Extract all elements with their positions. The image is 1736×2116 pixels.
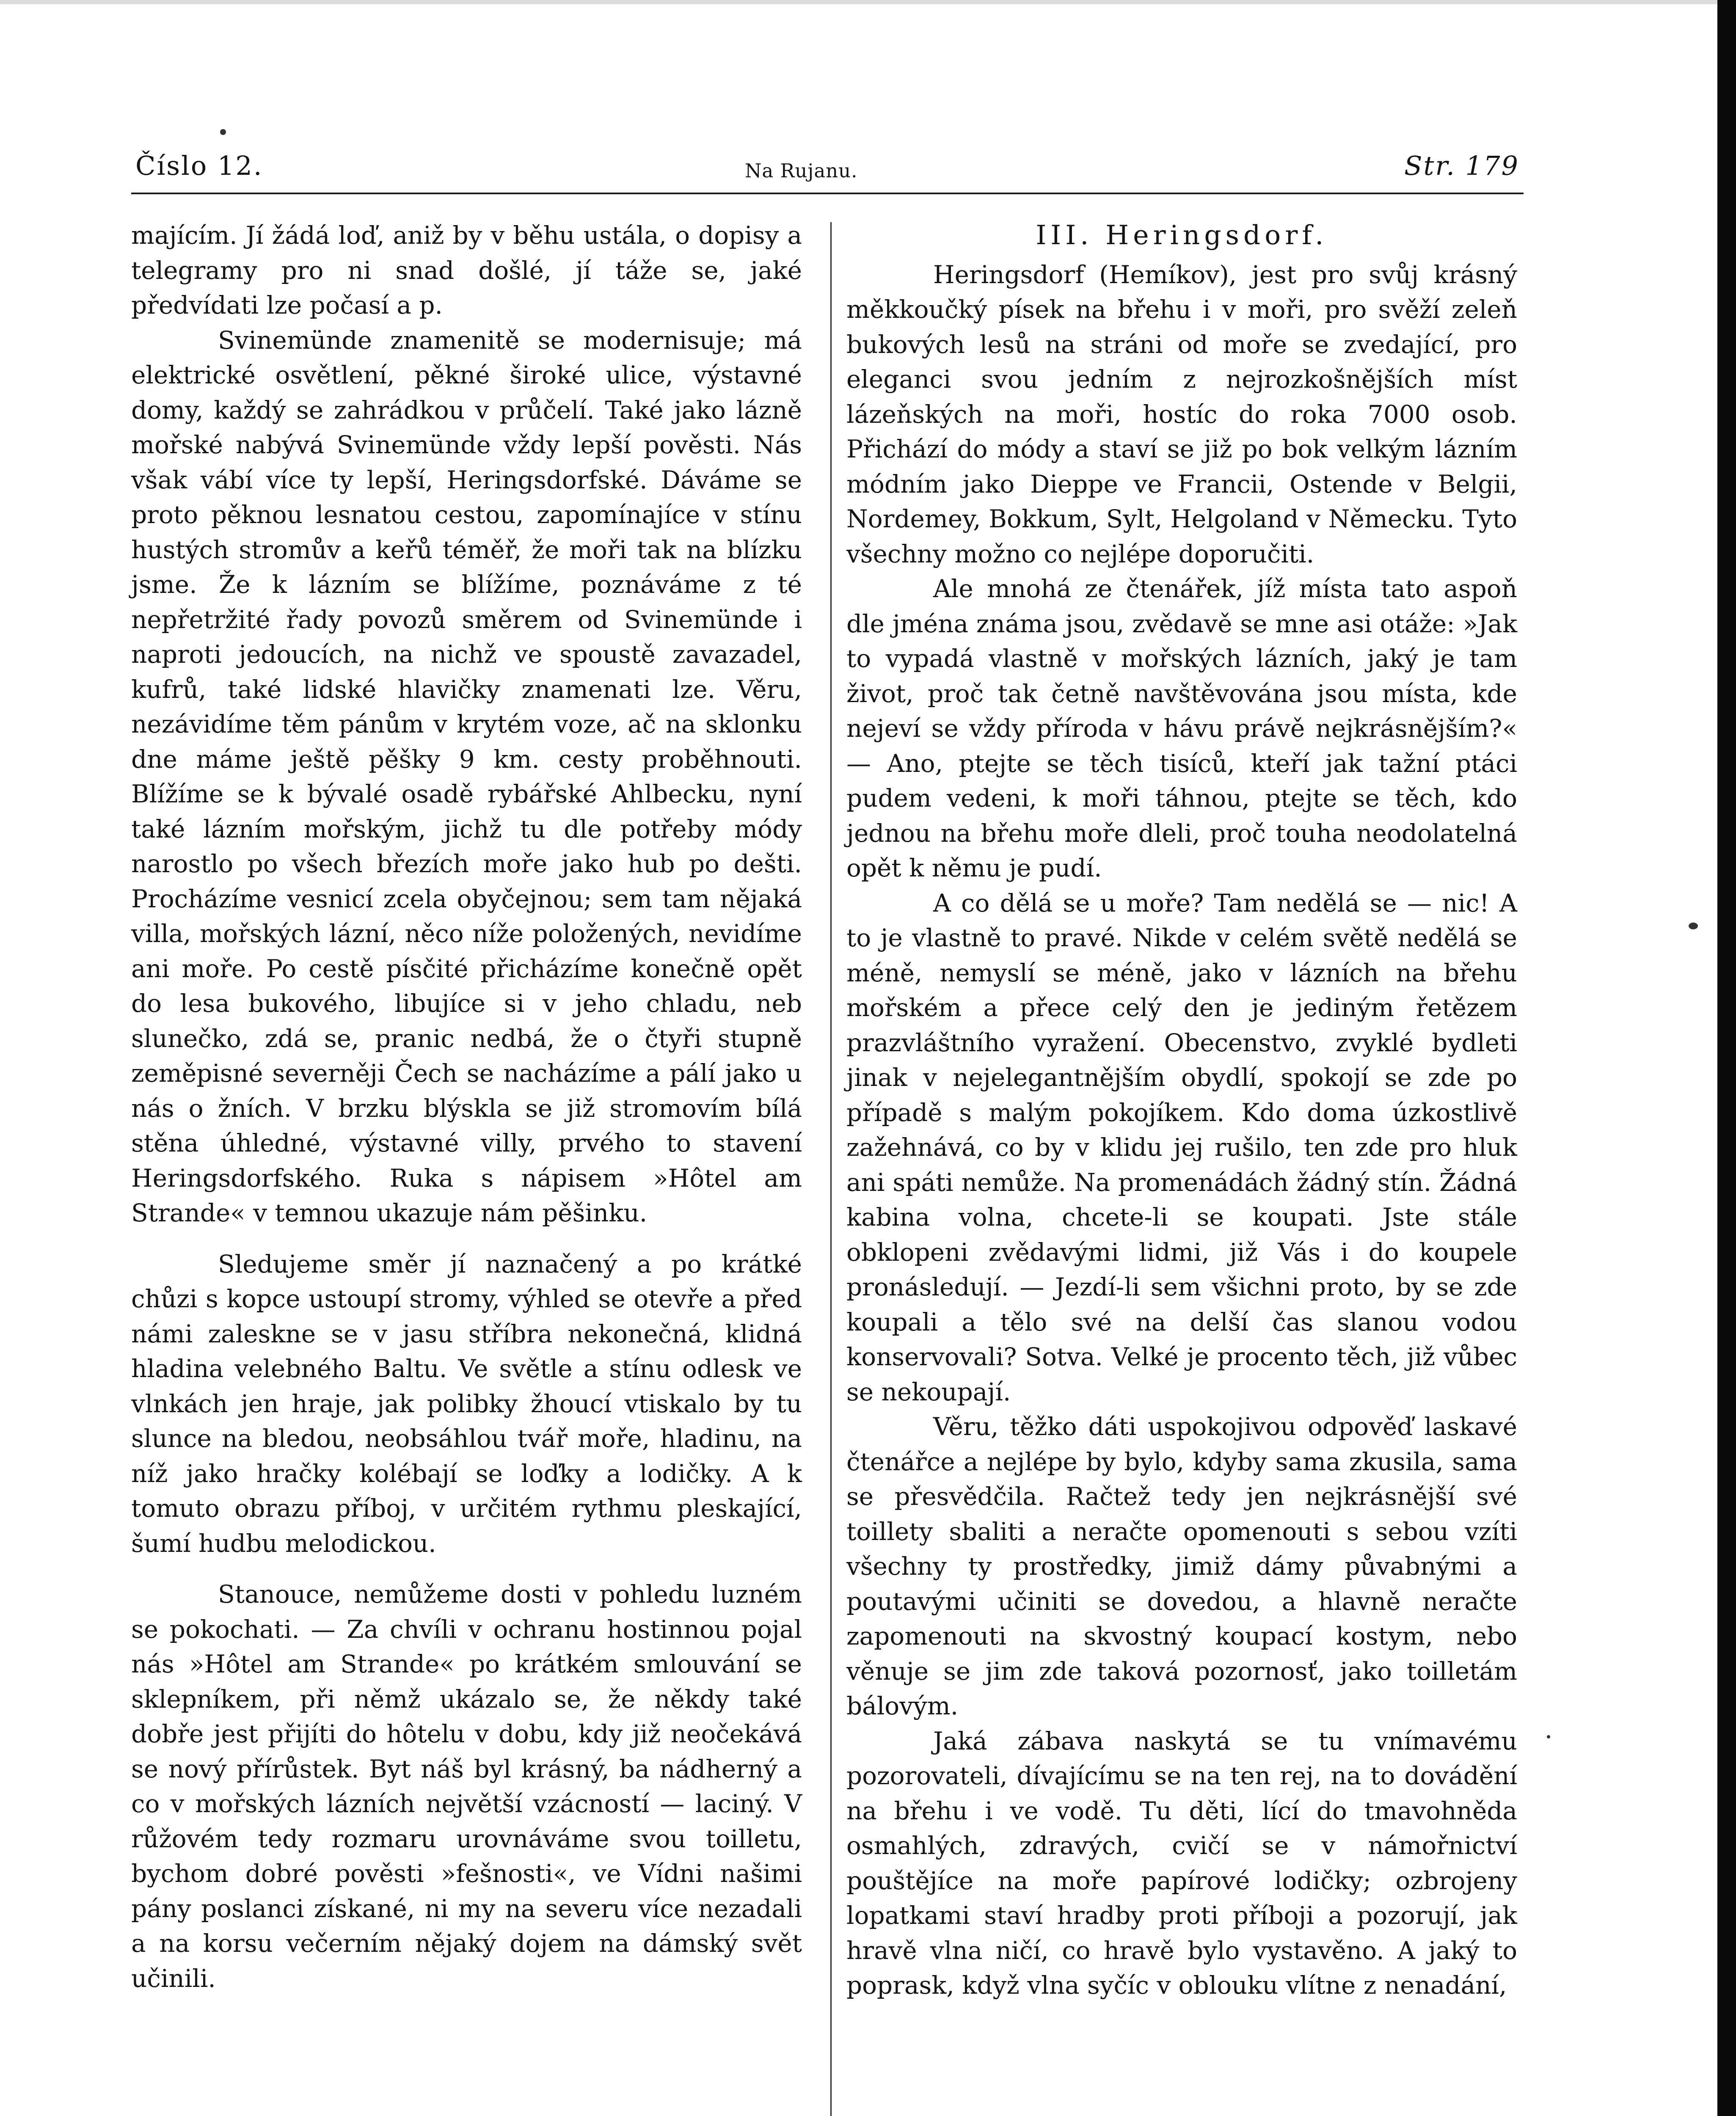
paragraph: Heringsdorf (Hemíkov), jest pro svůj krásný měkkoučký písek na břehu i v moři, pro svěží zeleň bukových lesů na stráni od moře se zvedající, pro eleganci svou jedním z nejrozkošnějších míst lázeňských na moři, hostíc do roka 7000 osob. Přichází do módy a staví se již po bok velkým lázním módním jako Dieppe ve Francii, Ostende v Belgii, Nordemey, Bokkum, Sylt, Helgoland v Německu. Tyto všechny možno co nejlépe doporučiti. bbox=[846, 260, 1517, 568]
running-title: Na Rujanu. bbox=[745, 160, 858, 182]
left-column bbox=[131, 218, 802, 1996]
ink-speck bbox=[1689, 923, 1698, 929]
column-divider bbox=[830, 222, 832, 2116]
paragraph: majícím. Jí žádá loď, aniž by v běhu ustála, o dopisy a telegramy pro ni snad došlé, jí táže se, jaké předvídati lze počasí a p. bbox=[131, 221, 802, 320]
paragraph: Svinemünde znamenitě se modernisuje; má elektrické osvětlení, pěkné široké ulice, výstavné domy, každý se zahrádkou v průčelí. Také jako lázně mořské nabývá Svinemünde vždy lepší pověsti. Nás však vábí více ty lepší, Heringsdorfské. Dáváme se proto pěknou lesnatou cestou, zapomínajíce v stínu hustých stromův a keřů téměř, že moři tak na blízku jsme. Že k lázním se blížíme, poznáváme z té nepřetržité řady povozů směrem od Svinemünde i naproti jedoucích, na nichž ve spoustě zavazadel, kufrů, také lidské hlavičky znamenati lze. Věru, nezávidíme těm pánům v krytém voze, ač na sklonku dne máme ještě pěšky 9 km. cesty proběhnouti. Blížíme se k bývalé osadě rybářské Ahlbecku, nyní také lázním mořským, jichž tu dle potřeby módy narostlo po všech březích moře jako hub po dešti. Procházíme vesnicí zcela obyčejnou; sem tam nějaká villa, mořských lázní, něco níže položených, nevidíme ani moře. Po cestě písčité přicházíme konečně opět do lesa bukového, libujíce si v jeho chladu, neb slunečko, zdá se, pranic nedbá, že o čtyři stupně zeměpisné severněji Čech se nacházíme a pálí jako u nás o žních. V brzku blýskla se již stromovím bílá stěna úhledné, výstavné villy, prvého to stavení Heringsdorfského. Ruka s nápisem »Hôtel am Strande« v temnou ukazuje nám pěšinku. bbox=[131, 325, 802, 1227]
ink-speck bbox=[1547, 1735, 1550, 1739]
paragraph: Jaká zábava naskytá se tu vnímavému pozorovateli, dívajícímu se na ten rej, na to dovádění na břehu i ve vodě. Tu děti, lící do tmavohněda osmahlých, zdravých, cvičí se v námořnictví pouštějíce na moře papírové lodičky; ozbrojeny lopatkami staví hradby proti příboji a pozorují, jak hravě vlna ničí, co hravě bylo vystavěno. A jaký to poprask, když vlna syčíc v oblouku vlítne z nenadání, bbox=[846, 1726, 1517, 2000]
paragraph: A co dělá se u moře? Tam nedělá se — nic! A to je vlastně to pravé. Nikde v celém světě nedělá se méně, nemyslí se méně, jako v lázních na břehu mořském a přece celý den je jediným řetězem prazvláštního vyražení. Obecenstvo, zvyklé bydleti jinak v nejelegantnějším obydlí, spokojí se zde po případě s malým pokojíkem. Kdo doma úzkostlivě zažehnává, co by v klidu jej rušilo, ten zde pro hluk ani spáti nemůže. Na promenádách žádný stín. Žádná kabina volna, chcete-li se koupati. Jste stále obklopeni zvědavými lidmi, již Vás i do koupele pronásledují. — Jezdí-li sem všichni proto, by se zde koupali a tělo své na delší čas slanou vodou konservovali? Sotva. Velké je procento těch, již vůbec se nekoupají. bbox=[846, 888, 1517, 1406]
page-top-edge bbox=[0, 0, 1736, 4]
running-header bbox=[131, 150, 1524, 193]
section-heading: III. Heringsdorf. bbox=[1036, 220, 1328, 251]
paragraph: Věru, těžko dáti uspokojivou odpověď laskavé čtenářce a nejlépe by bylo, kdyby sama zkusila, sama se přesvědčila. Račtež tedy jen nejkrásnější své toillety sbaliti a neračte opomenouti s sebou vzíti všechny ty prostředky, jimiž dámy půvabnými a poutavými učiniti se dovedou, a hlavně neračte zapomenouti na skvostný koupací kostym, nebo věnuje se jim zde taková pozornosť, jako toilletám bálovým. bbox=[846, 1412, 1517, 1720]
issue-number: Číslo 12. bbox=[135, 150, 263, 181]
header-rule bbox=[131, 193, 1524, 194]
page-number: Str. 179 bbox=[1404, 150, 1519, 181]
right-column bbox=[846, 218, 1517, 2003]
paragraph: Sledujeme směr jí naznačený a po krátké chůzi s kopce ustoupí stromy, výhled se otevře a před námi zaleskne se v jasu stříbra nekonečná, klidná hladina velebného Baltu. Ve světle a stínu odlesk ve vlnkách jen hraje, jak polibky žhoucí vtiskalo by tu slunce na bledou, neobsáhlou tvář moře, hladinu, na níž jako hračky kolébají se loďky a lodičky. A k tomuto obrazu příboj, v určitém rythmu pleskající, šumí hudbu melodickou. bbox=[131, 1249, 802, 1558]
ink-speck bbox=[220, 129, 226, 135]
page-binding-edge bbox=[1717, 0, 1736, 2116]
paragraph: Ale mnohá ze čtenářek, jíž místa tato aspoň dle jména známa jsou, zvědavě se mne asi otáže: »Jak to vypadá vlastně v mořských lázních, jaký je tam život, proč tak četně navštěvována jsou místa, kde nejeví se vždy příroda v hávu právě nejkrásnějším?« — Ano, ptejte se těch tisíců, kteří jak tažní ptáci pudem vedeni, k moři táhnou, ptejte se těch, kdo jednou na břehu moře dleli, proč touha neodolatelná opět k němu je pudí. bbox=[846, 574, 1517, 882]
paragraph: Stanouce, nemůžeme dosti v pohledu luzném se pokochati. — Za chvíli v ochranu hostinnou pojal nás »Hôtel am Strande« po krátkém smlouvání se sklepníkem, při němž ukázalo se, že někdy také dobře jest přijíti do hôtelu v dobu, kdy již neočekává se nový přírůstek. Byt náš byl krásný, ba nádherný a co v mořských lázních největší vzácností — laciný. V růžovém tedy rozmaru urovnáváme svou toilletu, bychom dobré pověsti »fešnosti«, ve Vídni našimi pány poslanci získané, ni my na severu více nezadali a na korsu večerním nějaký dojem na dámský svět učinili. bbox=[131, 1580, 802, 1993]
